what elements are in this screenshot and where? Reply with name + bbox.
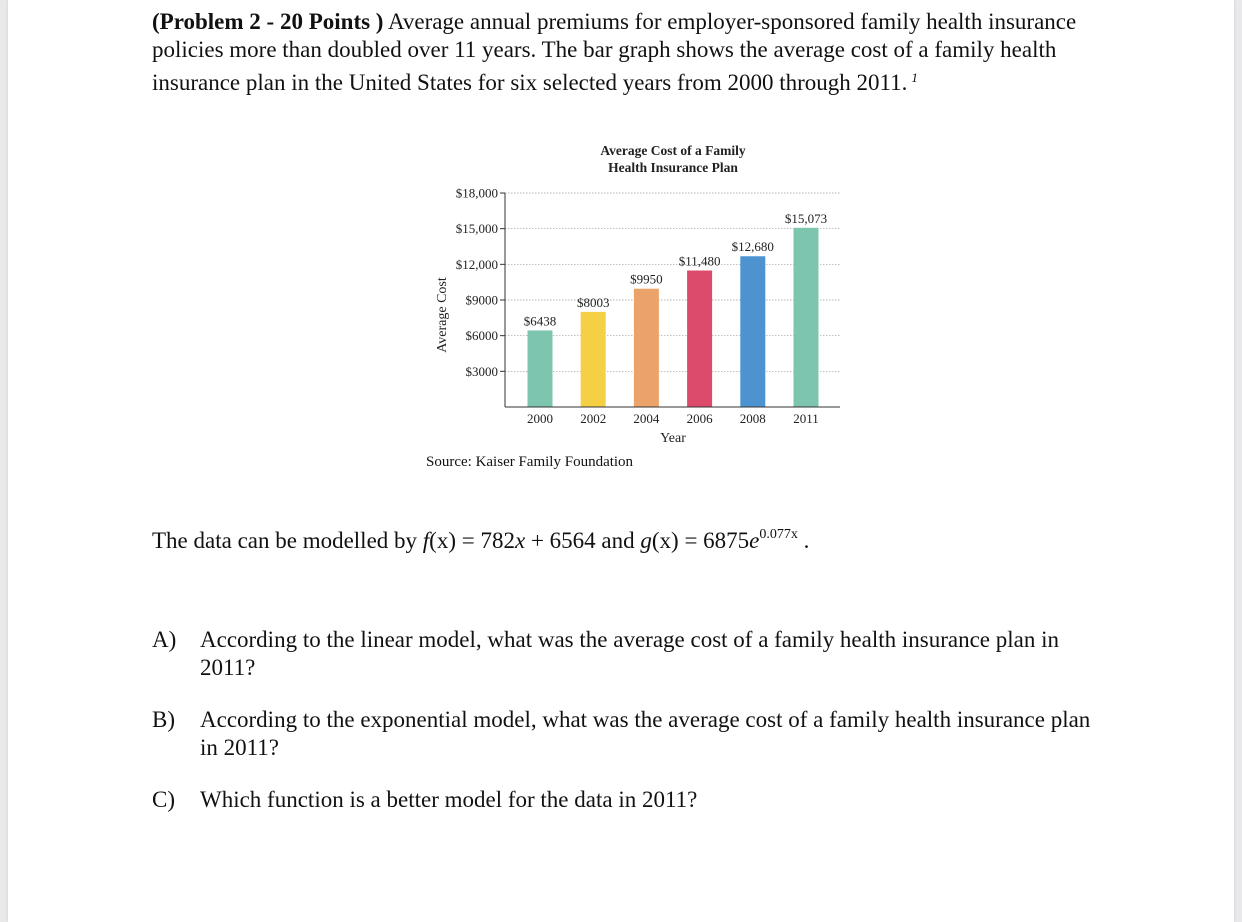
model-prefix: The data can be modelled by (152, 528, 418, 553)
g-base: e (749, 528, 760, 553)
chart-source: Source: Kaiser Family Foundation (426, 454, 634, 470)
bar-2000 (528, 330, 553, 407)
question-b-label: B) (152, 707, 175, 732)
bar-2008 (740, 256, 765, 407)
y-tick-label: $18,000 (455, 185, 498, 201)
f-name: f (422, 528, 430, 553)
data-label-2006: $11,480 (678, 253, 721, 269)
bar-2002 (581, 312, 606, 407)
x-tick-label-2008: 2008 (739, 411, 766, 426)
footnote-mark: 1 (911, 70, 918, 85)
bar-chart (416, 135, 856, 455)
question-b-text: According to the exponential model, what was the average cost of a family health insurance plan in 2011? (200, 707, 1091, 760)
y-axis-label: Average Cost (435, 277, 450, 353)
data-label-2004: $9950 (630, 271, 663, 287)
question-c-text: Which function is a better model for the data in 2011? (200, 787, 698, 812)
y-tick-label: $15,000 (455, 221, 498, 237)
model-statement (152, 520, 809, 556)
data-label-2000: $6438 (523, 313, 557, 329)
data-label-2002: $8003 (576, 294, 610, 310)
f-var: x (514, 528, 526, 553)
chart-title-line1: Average Cost of a Family (600, 143, 746, 158)
chart-title-line2: Health Insurance Plan (608, 160, 738, 175)
x-tick-label-2011: 2011 (793, 411, 819, 426)
problem-statement (152, 8, 1112, 97)
data-label-2008: $12,680 (731, 239, 774, 255)
g-name: g (640, 528, 652, 553)
x-axis-label: Year (660, 431, 686, 446)
bar-2011 (794, 228, 819, 407)
question-a-text: According to the linear model, what was the average cost of a family health insurance plan in 2011? (200, 627, 1059, 680)
problem-intro: Average annual premiums for employer-sponsored family health insurance policies more than doubled over 11 years. The bar graph shows the average cost of a family health insurance plan in the United States for six selected years from 2000 through 2011. (152, 9, 1077, 95)
f-arg: (x) = 782 (429, 528, 515, 553)
bar-2006 (687, 271, 712, 407)
y-tick-label: $3000 (465, 363, 498, 379)
g-arg: (x) = 6875 (651, 528, 750, 553)
x-tick-label-2002: 2002 (580, 411, 607, 426)
y-tick-label: $6000 (465, 328, 498, 344)
x-tick-label-2006: 2006 (686, 411, 713, 426)
y-tick-label: $9000 (465, 292, 498, 308)
x-tick-label-2004: 2004 (633, 411, 660, 426)
question-a-label: A) (152, 627, 177, 652)
g-exponent: 0.077x (759, 527, 798, 542)
data-label-2011: $15,073 (784, 210, 828, 226)
bar-2004 (634, 289, 659, 407)
f-rest: + 6564 and (525, 528, 635, 553)
y-tick-label: $12,000 (455, 256, 498, 272)
model-suffix: . (803, 528, 810, 553)
document-page (8, 0, 1234, 922)
problem-heading: (Problem 2 - 20 Points ) (152, 9, 384, 34)
question-c-label: C) (152, 787, 175, 812)
x-tick-label-2000: 2000 (527, 411, 553, 426)
